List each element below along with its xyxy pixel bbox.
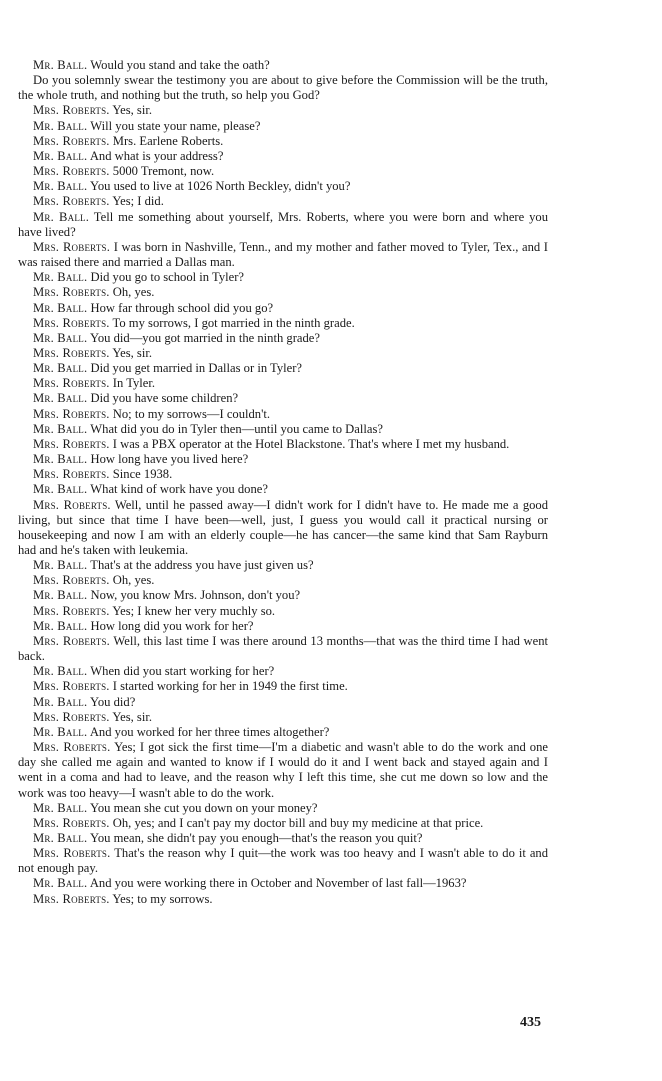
transcript-paragraph	[18, 179, 548, 194]
speaker-label: Mrs. Roberts.	[33, 406, 110, 421]
speaker-label: Mr. Ball.	[33, 330, 88, 345]
speaker-label: Mrs. Roberts.	[33, 376, 110, 391]
transcript-paragraph	[18, 695, 548, 710]
transcript-paragraph	[18, 482, 548, 497]
paragraph-text: Yes, sir.	[112, 709, 152, 724]
paragraph-text: Yes, sir.	[112, 345, 152, 360]
transcript-paragraph	[18, 134, 548, 149]
paragraph-text: Did you get married in Dallas or in Tyler?	[90, 361, 303, 376]
paragraph-text: Well, until he passed away—I didn't work for I didn't have to. He made me a good living, but since that time I have been—well, just, I guess you would call it practical nursing or housekeeping and now I am with an elderly couple—he has cancer—the same kind that Sam Rayburn had and he's taken with leukemia.	[18, 497, 549, 557]
transcript-paragraph	[18, 801, 548, 816]
transcript-paragraph	[18, 391, 548, 406]
transcript-paragraph	[18, 452, 548, 467]
speaker-label: Mr. Ball.	[33, 558, 88, 573]
speaker-label: Mrs. Roberts.	[33, 285, 110, 300]
speaker-label: Mrs. Roberts.	[33, 603, 110, 618]
paragraph-text: Do you solemnly swear the testimony you are about to give before the Commission will be the truth, the whole truth, and nothing but the truth, so help you God?	[18, 73, 548, 103]
paragraph-text: Yes, sir.	[112, 103, 152, 118]
transcript-paragraph	[18, 194, 548, 209]
transcript-paragraph	[18, 73, 548, 103]
transcript-paragraph	[18, 422, 548, 437]
speaker-label: Mr. Ball.	[33, 724, 88, 739]
transcript-paragraph	[18, 149, 548, 164]
speaker-label: Mrs. Roberts.	[33, 345, 110, 360]
transcript-paragraph	[18, 846, 548, 876]
speaker-label: Mr. Ball.	[33, 179, 88, 194]
speaker-label: Mrs. Roberts.	[33, 891, 110, 906]
transcript-paragraph	[18, 331, 548, 346]
speaker-label: Mrs. Roberts.	[33, 679, 110, 694]
paragraph-text: Yes; to my sorrows.	[112, 891, 213, 906]
transcript-paragraph	[18, 498, 548, 559]
speaker-label: Mr. Ball.	[33, 421, 88, 436]
transcript-paragraph	[18, 604, 548, 619]
paragraph-text: Mrs. Earlene Roberts.	[112, 133, 224, 148]
paragraph-text: And what is your address?	[89, 148, 224, 163]
speaker-label: Mrs. Roberts.	[33, 815, 110, 830]
speaker-label: Mrs. Roberts.	[33, 467, 110, 482]
speaker-label: Mrs. Roberts.	[33, 239, 111, 254]
paragraph-text: I was a PBX operator at the Hotel Blackstone. That's where I met my husband.	[112, 436, 510, 451]
transcript-paragraph	[18, 437, 548, 452]
transcript-paragraph	[18, 103, 548, 118]
transcript-paragraph	[18, 270, 548, 285]
transcript-paragraph	[18, 119, 548, 134]
transcript-paragraph	[18, 558, 548, 573]
paragraph-text: How far through school did you go?	[90, 300, 274, 315]
paragraph-text: Did you go to school in Tyler?	[90, 270, 244, 285]
speaker-label: Mrs. Roberts.	[33, 133, 110, 148]
speaker-label: Mrs. Roberts.	[33, 709, 110, 724]
speaker-label: Mrs. Roberts.	[33, 103, 110, 118]
paragraph-text: Oh, yes.	[112, 285, 155, 300]
transcript-paragraph	[18, 407, 548, 422]
transcript-paragraph	[18, 376, 548, 391]
paragraph-text: Oh, yes; and I can't pay my doctor bill and buy my medicine at that price.	[112, 815, 484, 830]
page-number: 435	[520, 1015, 541, 1030]
paragraph-text: Since 1938.	[112, 467, 173, 482]
speaker-label: Mr. Ball.	[33, 664, 88, 679]
speaker-label: Mrs. Roberts.	[33, 194, 110, 209]
speaker-label: Mr. Ball.	[33, 876, 88, 891]
transcript-paragraph	[18, 740, 548, 801]
speaker-label: Mrs. Roberts.	[33, 315, 110, 330]
speaker-label: Mr. Ball.	[33, 694, 88, 709]
speaker-label: Mrs. Roberts.	[33, 164, 110, 179]
paragraph-text: You mean she cut you down on your money?	[90, 800, 318, 815]
paragraph-text: I was born in Nashville, Tenn., and my mother and father moved to Tyler, Tex., and I was raised there and married a Dallas man.	[18, 239, 548, 270]
paragraph-text: Will you state your name, please?	[90, 118, 261, 133]
transcript-paragraph	[18, 619, 548, 634]
paragraph-text: How long did you work for her?	[90, 618, 254, 633]
transcript-paragraph	[18, 361, 548, 376]
paragraph-text: What did you do in Tyler then—until you came to Dallas?	[90, 421, 383, 436]
transcript-paragraph	[18, 240, 548, 270]
transcript-paragraph	[18, 831, 548, 846]
transcript-paragraph	[18, 210, 548, 240]
speaker-label: Mr. Ball.	[33, 270, 88, 285]
paragraph-text: Well, this last time I was there around 13 months—that was the third time I had went back.	[18, 633, 548, 664]
paragraph-text: I started working for her in 1949 the first time.	[112, 679, 348, 694]
paragraph-text: Yes; I knew her very muchly so.	[112, 603, 276, 618]
paragraph-text: How long have you lived here?	[90, 452, 249, 467]
speaker-label: Mrs. Roberts.	[33, 846, 111, 861]
paragraph-text: Yes; I got sick the first time—I'm a diabetic and wasn't able to do the work and one day she called me again and wanted to know if I would do it and I went back and stayed again and I went in a coma and had to leave, and the reason why I left this time, she cut me down so low and the work was too heavy—I wasn't able to do the work.	[18, 740, 548, 800]
transcript-paragraph	[18, 679, 548, 694]
paragraph-text: That's the reason why I quit—the work was too heavy and I wasn't able to do it and not enough pay.	[18, 846, 549, 876]
speaker-label: Mr. Ball.	[33, 800, 88, 815]
transcript-paragraph	[18, 588, 548, 603]
transcript-paragraph	[18, 467, 548, 482]
speaker-label: Mr. Ball.	[33, 300, 88, 315]
speaker-label: Mrs. Roberts.	[33, 740, 111, 755]
speaker-label: Mr. Ball.	[33, 361, 88, 376]
speaker-label: Mr. Ball.	[33, 148, 88, 163]
transcript-page	[18, 58, 548, 907]
transcript-paragraph	[18, 346, 548, 361]
paragraph-text: Now, you know Mrs. Johnson, don't you?	[90, 588, 301, 603]
paragraph-text: You did—you got married in the ninth grade?	[90, 330, 320, 345]
speaker-label: Mrs. Roberts.	[33, 497, 111, 512]
paragraph-text: Yes; I did.	[112, 194, 164, 209]
paragraph-text: Tell me something about yourself, Mrs. Roberts, where you were born and where you have lived?	[18, 209, 549, 239]
transcript-paragraph	[18, 285, 548, 300]
paragraph-text: 5000 Tremont, now.	[112, 164, 215, 179]
transcript-paragraph	[18, 634, 548, 664]
speaker-label: Mr. Ball.	[33, 830, 88, 845]
paragraph-text: No; to my sorrows—I couldn't.	[112, 406, 271, 421]
transcript-paragraph	[18, 892, 548, 907]
speaker-label: Mr. Ball.	[33, 391, 88, 406]
paragraph-text: That's at the address you have just given us?	[90, 558, 314, 573]
speaker-label: Mr. Ball.	[33, 209, 90, 224]
paragraph-text: In Tyler.	[112, 376, 156, 391]
paragraph-text: You mean, she didn't pay you enough—that's the reason you quit?	[90, 830, 423, 845]
paragraph-text: Would you stand and take the oath?	[90, 58, 270, 72]
speaker-label: Mrs. Roberts.	[33, 573, 110, 588]
speaker-label: Mrs. Roberts.	[33, 633, 111, 648]
transcript-paragraph	[18, 664, 548, 679]
paragraph-text: When did you start working for her?	[90, 664, 275, 679]
speaker-label: Mr. Ball.	[33, 618, 88, 633]
transcript-paragraph	[18, 301, 548, 316]
paragraph-text: To my sorrows, I got married in the ninth grade.	[112, 315, 355, 330]
paragraph-text: You did?	[90, 694, 136, 709]
transcript-paragraph	[18, 725, 548, 740]
transcript-paragraph	[18, 164, 548, 179]
paragraph-text: Did you have some children?	[90, 391, 239, 406]
speaker-label: Mr. Ball.	[33, 118, 88, 133]
transcript-paragraph	[18, 58, 548, 73]
transcript-paragraph	[18, 876, 548, 891]
speaker-label: Mrs. Roberts.	[33, 436, 110, 451]
speaker-label: Mr. Ball.	[33, 58, 88, 72]
paragraph-text: What kind of work have you done?	[90, 482, 268, 497]
transcript-paragraph	[18, 816, 548, 831]
speaker-label: Mr. Ball.	[33, 482, 88, 497]
paragraph-text: You used to live at 1026 North Beckley, didn't you?	[90, 179, 351, 194]
paragraph-text: And you worked for her three times altogether?	[89, 724, 330, 739]
speaker-label: Mr. Ball.	[33, 588, 88, 603]
transcript-paragraph	[18, 573, 548, 588]
transcript-paragraph	[18, 710, 548, 725]
paragraph-text: And you were working there in October and November of last fall—1963?	[89, 876, 467, 891]
transcript-paragraph	[18, 316, 548, 331]
speaker-label: Mr. Ball.	[33, 452, 88, 467]
paragraph-text: Oh, yes.	[112, 573, 155, 588]
